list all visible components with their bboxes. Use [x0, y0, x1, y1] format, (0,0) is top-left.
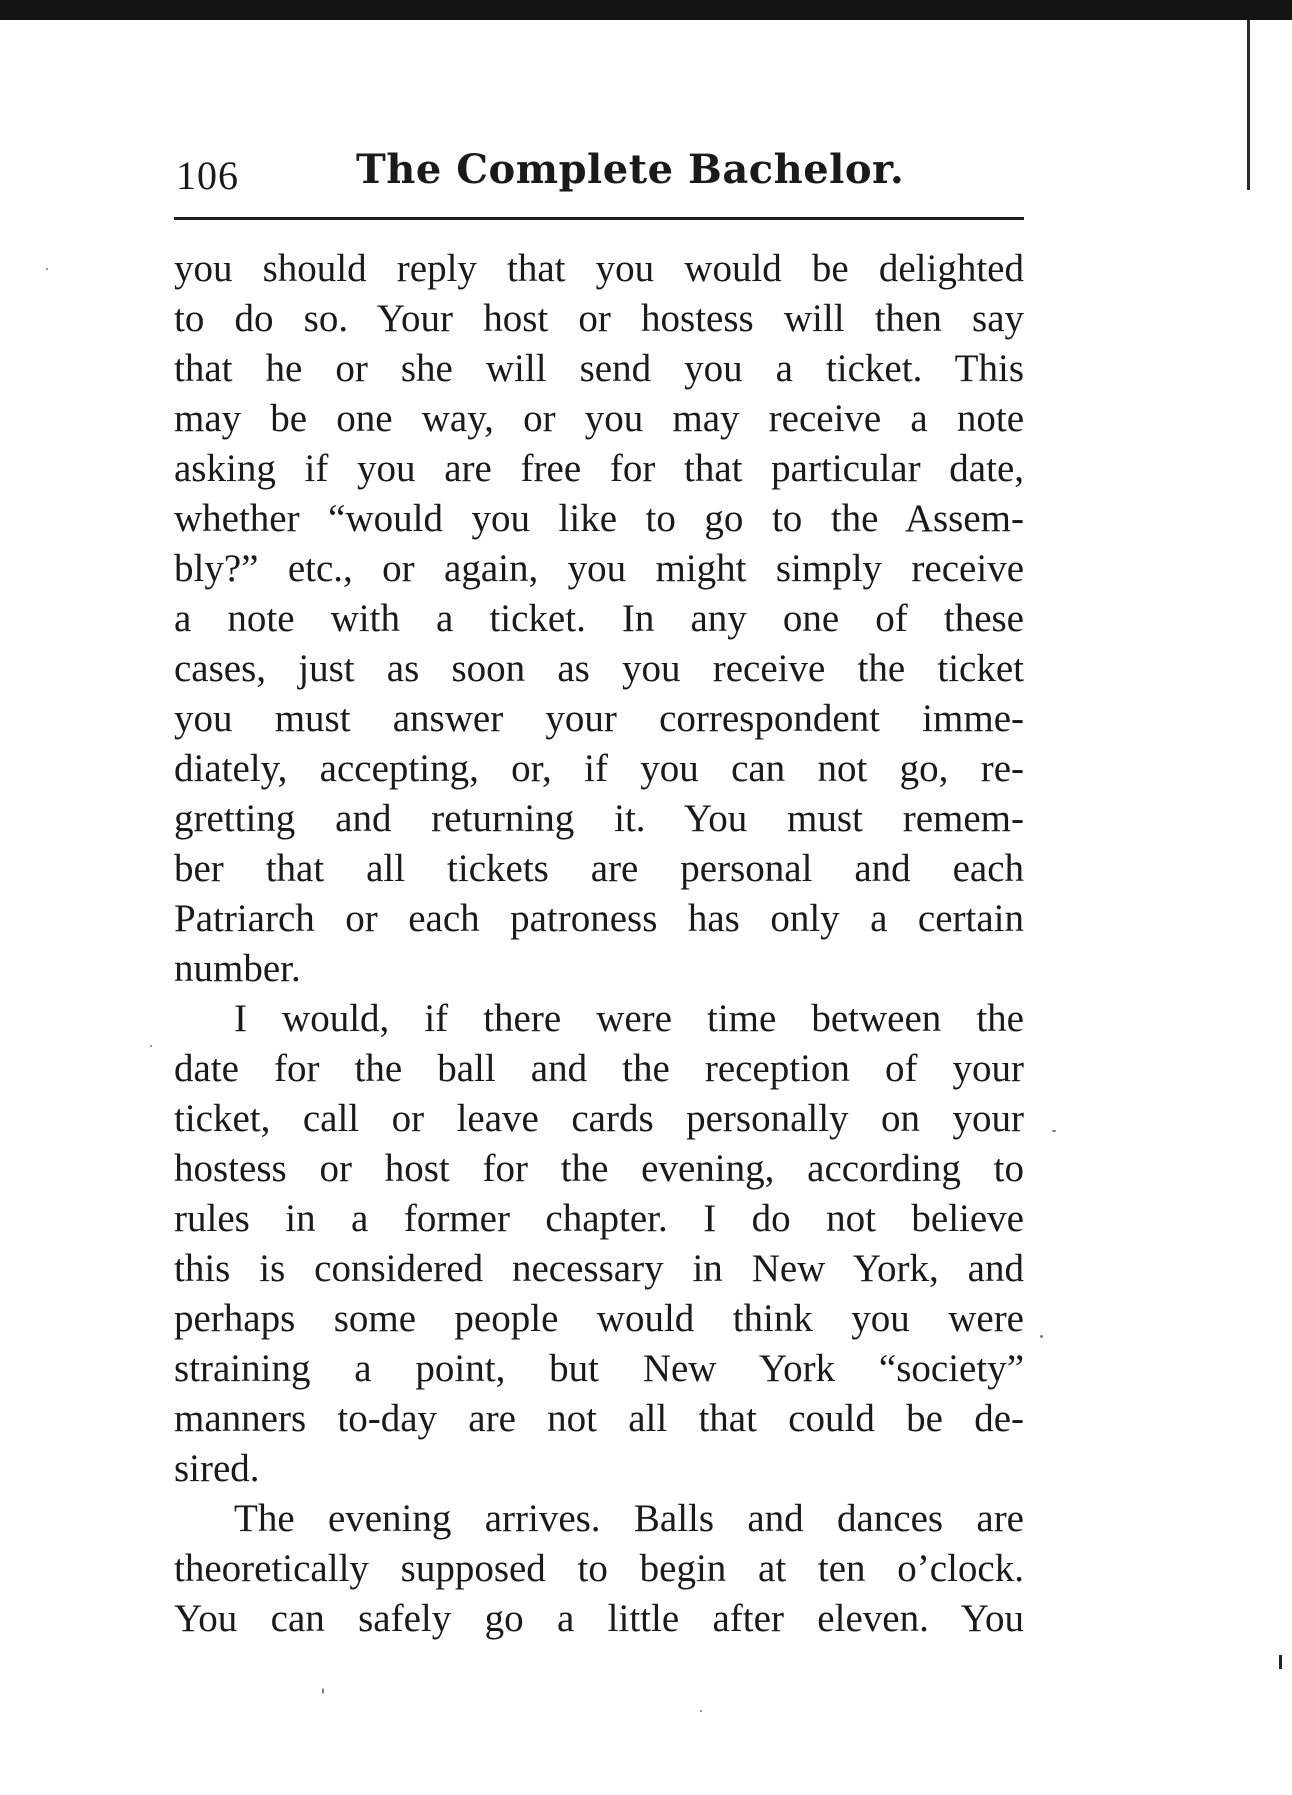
text-line: you must answer your correspondent imme- [174, 697, 1024, 740]
body-text [174, 244, 1024, 1644]
text-line: ber that all tickets are personal and each [174, 847, 1024, 890]
scan-speck [322, 1688, 324, 1694]
text-line: this is considered necessary in New York, and [174, 1247, 1024, 1290]
text-line: I would, if there were time between the [234, 997, 1024, 1040]
scan-speck [700, 1710, 702, 1712]
text-line: bly?” etc., or again, you might simply receive [174, 547, 1024, 590]
header-rule [174, 217, 1024, 220]
text-line: straining a point, but New York “society” [174, 1347, 1024, 1390]
page-number: 106 [176, 153, 239, 198]
text-line: asking if you are free for that particular date, [174, 447, 1024, 490]
scan-speck [1040, 1335, 1043, 1338]
text-line: may be one way, or you may receive a note [174, 397, 1024, 440]
text-line: that he or she will send you a ticket. This [174, 347, 1024, 390]
scan-speck [150, 1045, 152, 1047]
text-line: Patriarch or each patroness has only a certain [174, 897, 1024, 940]
text-line: rules in a former chapter. I do not believe [174, 1197, 1024, 1240]
text-line: ticket, call or leave cards personally on your [174, 1097, 1024, 1140]
text-line: sired. [174, 1447, 260, 1490]
text-line: You can safely go a little after eleven. You [174, 1597, 1024, 1640]
text-line: whether “would you like to go to the Assem- [174, 497, 1024, 540]
text-line: theoretically supposed to begin at ten o’clock. [174, 1547, 1024, 1590]
scan-mark [1279, 1655, 1282, 1669]
scan-border-right [1247, 20, 1250, 190]
text-line: date for the ball and the reception of your [174, 1047, 1024, 1090]
text-line: you should reply that you would be delighted [174, 247, 1024, 290]
running-title: The Complete Bachelor. [356, 146, 905, 193]
text-line: perhaps some people would think you were [174, 1297, 1024, 1340]
scan-border-top [0, 0, 1292, 20]
text-line: number. [174, 947, 301, 990]
text-line: gretting and returning it. You must remem- [174, 797, 1024, 840]
text-line: cases, just as soon as you receive the ticket [174, 647, 1024, 690]
scan-speck [1052, 1130, 1056, 1132]
page-header [176, 146, 1022, 202]
scan-speck [46, 268, 48, 270]
text-line: to do so. Your host or hostess will then say [174, 297, 1024, 340]
text-line: hostess or host for the evening, according to [174, 1147, 1024, 1190]
text-line: The evening arrives. Balls and dances are [234, 1497, 1024, 1540]
text-line: diately, accepting, or, if you can not go, re- [174, 747, 1024, 790]
text-line: a note with a ticket. In any one of these [174, 597, 1024, 640]
text-line: manners to-day are not all that could be de- [174, 1397, 1024, 1440]
